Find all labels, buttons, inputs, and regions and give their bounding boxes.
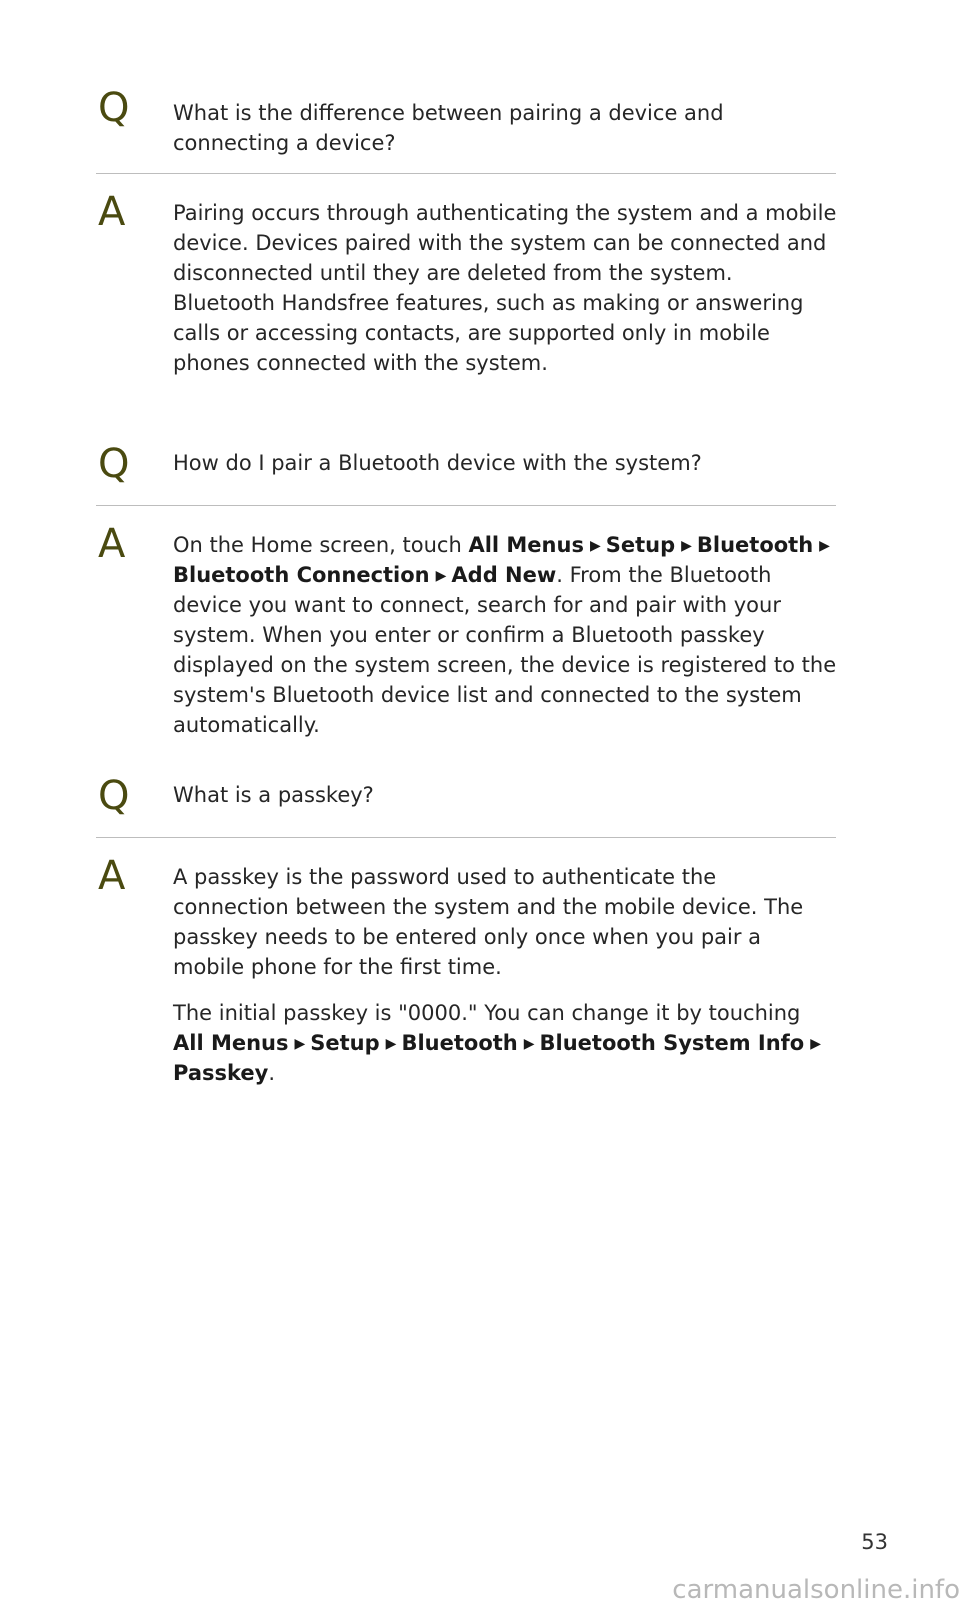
question-text: What is a passkey?: [173, 783, 374, 807]
menu-path-bluetooth-connection: Bluetooth Connection: [173, 563, 430, 587]
answer-text-2: [173, 998, 837, 1088]
question-text: How do I pair a Bluetooth device with the system?: [173, 451, 702, 475]
arrow-right-icon: ▶: [681, 538, 692, 554]
arrow-right-icon: ▶: [435, 568, 447, 584]
question-marker: Q: [98, 441, 130, 487]
page-number: 53: [861, 1530, 888, 1554]
menu-path-bluetooth-system-info: Bluetooth System Info: [539, 1031, 805, 1055]
answer-text: A passkey is the password used to authenticate the connection between the system and the mobile device. The passkey needs to be entered only once when you pair a mobile phone for the first time.: [173, 865, 804, 979]
menu-path-setup: Setup: [605, 533, 676, 557]
question-marker: Q: [98, 773, 130, 819]
question-marker: Q: [98, 85, 130, 131]
divider: [96, 837, 836, 838]
answer-text: [173, 530, 837, 740]
arrow-right-icon: ▶: [810, 1036, 822, 1052]
menu-path-bluetooth: Bluetooth: [696, 533, 814, 557]
answer-marker: A: [98, 853, 126, 899]
arrow-right-icon: ▶: [385, 1036, 397, 1052]
menu-path-all-menus: All Menus: [468, 533, 584, 557]
answer-marker: A: [98, 521, 126, 567]
answer-text: Pairing occurs through authenticating the system and a mobile device. Devices paired with the system can be connected and disconnected until they are deleted from the system. Bluetooth Handsfree features, such as making or answering calls or accessing contacts, are supported only in mobile phones connected with the system.: [173, 201, 837, 375]
answer2-end: .: [268, 1061, 276, 1085]
answer-rest: . From the Bluetooth device you want to connect, search for and pair with your system. When you enter or confirm a Bluetooth passkey displayed on the system screen, the device is registered to the system's Bluetooth device list and connected to the system automatically.: [173, 563, 837, 737]
answer-intro: On the Home screen, touch: [173, 533, 462, 557]
menu-path-bluetooth: Bluetooth: [401, 1031, 518, 1055]
arrow-right-icon: ▶: [819, 538, 830, 554]
menu-path-setup: Setup: [310, 1031, 380, 1055]
answer2-intro: The initial passkey is "0000." You can change it by touching: [173, 1001, 801, 1025]
answer-body: [173, 862, 837, 1088]
menu-path-add-new: Add New: [451, 563, 557, 587]
answer-marker: A: [98, 189, 126, 235]
divider: [96, 505, 836, 506]
watermark: carmanualsonline.info: [672, 1575, 960, 1605]
arrow-right-icon: ▶: [523, 1036, 535, 1052]
question-text: What is the difference between pairing a device and connecting a device?: [173, 101, 724, 155]
arrow-right-icon: ▶: [589, 538, 601, 554]
divider: [96, 173, 836, 174]
menu-path-all-menus: All Menus: [173, 1031, 289, 1055]
menu-path-passkey: Passkey: [173, 1061, 269, 1085]
arrow-right-icon: ▶: [294, 1036, 306, 1052]
